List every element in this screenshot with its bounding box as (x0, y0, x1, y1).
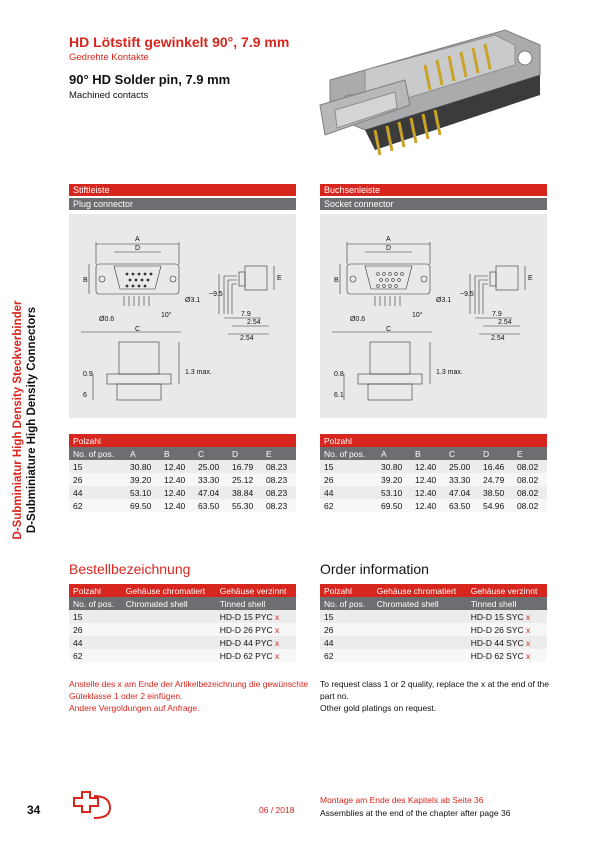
table-row (69, 460, 296, 473)
table-cell: 12.40 (160, 486, 194, 499)
socket-dim-254a: 2.54 (498, 319, 512, 326)
col-head: B (411, 447, 445, 460)
socket-bar-en: Socket connector (320, 198, 547, 210)
order-code: HD-D 26 SYC x (467, 623, 547, 636)
col-head: No. of pos. (320, 447, 377, 460)
table-row (320, 610, 547, 623)
plug-dim-d: D (135, 245, 141, 252)
title-de: HD Lötstift gewinkelt 90°, 7.9 mm (69, 34, 290, 50)
table-cell: 62 (69, 499, 126, 512)
table-cell: 08.23 (262, 473, 296, 486)
table-row (69, 499, 296, 512)
table-cell: 30.80 (377, 460, 411, 473)
table-cell: 44 (320, 636, 373, 649)
socket-dim-79: 7.9 (492, 311, 502, 318)
col-head: E (262, 447, 296, 460)
col-head: D (479, 447, 513, 460)
order-title-de: Bestellbezeichnung (69, 561, 191, 577)
socket-dim-e: E (528, 275, 533, 282)
col-head: Gehäuse verzinnt (467, 584, 547, 597)
sidebar-line-en: D-Subminiature High Density Connectors (26, 306, 38, 534)
table-row (69, 486, 296, 499)
socket-dim-a: A (386, 236, 391, 243)
order-code: HD-D 62 PYC x (216, 649, 296, 662)
col-head: Tinned shell (467, 597, 547, 610)
socket-dim-08: 0.8 (334, 371, 344, 378)
table-cell: 30.80 (126, 460, 160, 473)
col-head: Gehäuse chromatiert (122, 584, 216, 597)
table-cell: 63.50 (445, 499, 479, 512)
subtitle-de: Gedrehte Kontakte (69, 52, 149, 63)
plug-dim-b: B (83, 277, 88, 284)
table-cell: 69.50 (126, 499, 160, 512)
plug-dim-deg: 10° (161, 312, 172, 319)
table-cell: 44 (320, 486, 377, 499)
order-title-en: Order information (320, 561, 429, 577)
table-cell: 12.40 (411, 473, 445, 486)
socket-dim-61: 6.1 (334, 392, 344, 399)
table-cell: 16.46 (479, 460, 513, 473)
socket-dim-95: ~9.5 (460, 291, 474, 298)
col-head: D (228, 447, 262, 460)
table-cell: 62 (320, 649, 373, 662)
table-cell: 39.20 (377, 473, 411, 486)
table-row (320, 460, 547, 473)
table-cell: 33.30 (445, 473, 479, 486)
order-code: HD-D 15 PYC x (216, 610, 296, 623)
table-cell: 26 (69, 623, 122, 636)
table-cell: 38.84 (228, 486, 262, 499)
plug-dim-79: 7.9 (241, 311, 251, 318)
socket-dim-c: C (386, 326, 392, 333)
socket-dim-13: 1.3 max. (436, 369, 463, 376)
plug-table-head: Polzahl (69, 434, 296, 447)
table-cell: 63.50 (194, 499, 228, 512)
table-row (320, 649, 547, 662)
col-head: No. of pos. (320, 597, 373, 610)
table-cell: 53.10 (377, 486, 411, 499)
socket-dim-254b: 2.54 (491, 335, 505, 342)
plug-dim-254a: 2.54 (247, 319, 261, 326)
table-cell: 08.02 (513, 486, 547, 499)
socket-dim-phi06: Ø0.6 (350, 316, 366, 323)
table-cell: 08.23 (262, 486, 296, 499)
table-cell: 15 (320, 460, 377, 473)
table-cell: 38.50 (479, 486, 513, 499)
table-cell: 26 (320, 473, 377, 486)
table-row (69, 636, 296, 649)
order-code: HD-D 44 PYC x (216, 636, 296, 649)
table-row (320, 473, 547, 486)
table-cell: 44 (69, 486, 126, 499)
table-cell: 15 (69, 460, 126, 473)
plug-dim-phi06: Ø0.6 (99, 316, 115, 323)
col-head: C (445, 447, 479, 460)
table-cell: 62 (69, 649, 122, 662)
table-cell: 25.00 (194, 460, 228, 473)
col-head: Gehäuse chromatiert (373, 584, 467, 597)
col-head: Polzahl (69, 584, 122, 597)
plug-bar-en: Plug connector (69, 198, 296, 210)
table-cell: 15 (320, 610, 373, 623)
table-row (320, 636, 547, 649)
plug-section (69, 184, 296, 210)
socket-dim-d: D (386, 245, 392, 252)
table-row (320, 499, 547, 512)
order-table-de (69, 584, 296, 662)
plug-dim-13: 1.3 max. (185, 369, 212, 376)
plug-drawing (69, 214, 296, 418)
footer-date: 06 / 2018 (259, 805, 295, 815)
table-cell: 47.04 (194, 486, 228, 499)
table-cell: 08.02 (513, 499, 547, 512)
title-en: 90° HD Solder pin, 7.9 mm (69, 72, 231, 87)
plug-dim-95: ~9.5 (209, 291, 223, 298)
page-number: 34 (27, 803, 41, 817)
footer-assembly-de: Montage am Ende des Kapitels ab Seite 36 (320, 795, 484, 805)
plug-drawing-svg (69, 214, 296, 418)
col-head: C (194, 447, 228, 460)
socket-section (320, 184, 547, 210)
table-cell: 62 (320, 499, 377, 512)
table-cell: 39.20 (126, 473, 160, 486)
table-cell: 08.02 (513, 473, 547, 486)
table-cell: 44 (69, 636, 122, 649)
sidebar-line-de: D-Subminiatur High Density Steckverbinder (12, 300, 24, 540)
col-head: E (513, 447, 547, 460)
subtitle-en: Machined contacts (69, 90, 149, 101)
socket-dim-b: B (334, 277, 339, 284)
footer-assembly-en: Assemblies at the end of the chapter after page 36 (320, 808, 511, 818)
plug-dim-c: C (135, 326, 141, 333)
col-head: Polzahl (320, 584, 373, 597)
table-cell: 26 (320, 623, 373, 636)
table-row (320, 623, 547, 636)
order-code: HD-D 62 SYC x (467, 649, 547, 662)
table-row (69, 473, 296, 486)
table-cell: 55.30 (228, 499, 262, 512)
table-row (69, 623, 296, 636)
table-row (320, 486, 547, 499)
socket-dim-deg: 10° (412, 312, 423, 319)
table-cell: 12.40 (411, 486, 445, 499)
socket-dim-table (320, 434, 547, 512)
table-cell: 25.00 (445, 460, 479, 473)
order-note-de: Anstelle des x am Ende der Artikelbezeichnung die gewünschte Güteklasse 1 oder 2 einfügen. Andere Vergoldungen auf Anfrage. (69, 679, 309, 713)
table-row (69, 649, 296, 662)
socket-drawing (320, 214, 547, 418)
col-head: B (160, 447, 194, 460)
col-head: No. of pos. (69, 597, 122, 610)
order-code: HD-D 26 PYC x (216, 623, 296, 636)
socket-dim-phi31: Ø3.1 (436, 297, 452, 304)
col-head: Tinned shell (216, 597, 296, 610)
col-head: Chromated shell (373, 597, 467, 610)
plug-dim-table (69, 434, 296, 512)
col-head: Gehäuse verzinnt (216, 584, 296, 597)
plug-bar-de: Stiftleiste (69, 184, 296, 196)
col-head: A (377, 447, 411, 460)
sidebar (0, 255, 50, 585)
socket-table-head: Polzahl (320, 434, 547, 447)
connector-back (330, 30, 540, 150)
table-cell: 16.79 (228, 460, 262, 473)
sidebar-label (11, 301, 39, 540)
order-table-en (320, 584, 547, 662)
socket-bar-de: Buchsenleiste (320, 184, 547, 196)
order-code: HD-D 44 SYC x (467, 636, 547, 649)
table-cell: 33.30 (194, 473, 228, 486)
table-cell: 26 (69, 473, 126, 486)
table-cell: 15 (69, 610, 122, 623)
plug-dim-254b: 2.54 (240, 335, 254, 342)
table-cell: 12.40 (411, 460, 445, 473)
table-cell: 08.23 (262, 499, 296, 512)
plug-dim-6: 6 (83, 392, 87, 399)
table-cell: 08.23 (262, 460, 296, 473)
table-cell: 53.10 (126, 486, 160, 499)
brand-logo-icon (68, 790, 116, 820)
plug-dim-09: 0.9 (83, 371, 93, 378)
connector-photo (305, 10, 555, 175)
table-cell: 08.02 (513, 460, 547, 473)
plug-dim-a: A (135, 236, 140, 243)
plug-dim-e: E (277, 275, 282, 282)
table-cell: 69.50 (377, 499, 411, 512)
socket-drawing-svg (320, 214, 547, 418)
col-head: A (126, 447, 160, 460)
order-note-en: To request class 1 or 2 quality, replace the x at the end of the part no. Other gold platings on request. (320, 679, 550, 713)
plug-dim-phi31: Ø3.1 (185, 297, 201, 304)
table-row (69, 610, 296, 623)
order-code: HD-D 15 SYC x (467, 610, 547, 623)
table-cell: 47.04 (445, 486, 479, 499)
table-cell: 12.40 (160, 460, 194, 473)
col-head: No. of pos. (69, 447, 126, 460)
table-cell: 12.40 (411, 499, 445, 512)
table-cell: 25.12 (228, 473, 262, 486)
col-head: Chromated shell (122, 597, 216, 610)
table-cell: 12.40 (160, 473, 194, 486)
table-cell: 24.79 (479, 473, 513, 486)
table-cell: 12.40 (160, 499, 194, 512)
table-cell: 54.96 (479, 499, 513, 512)
